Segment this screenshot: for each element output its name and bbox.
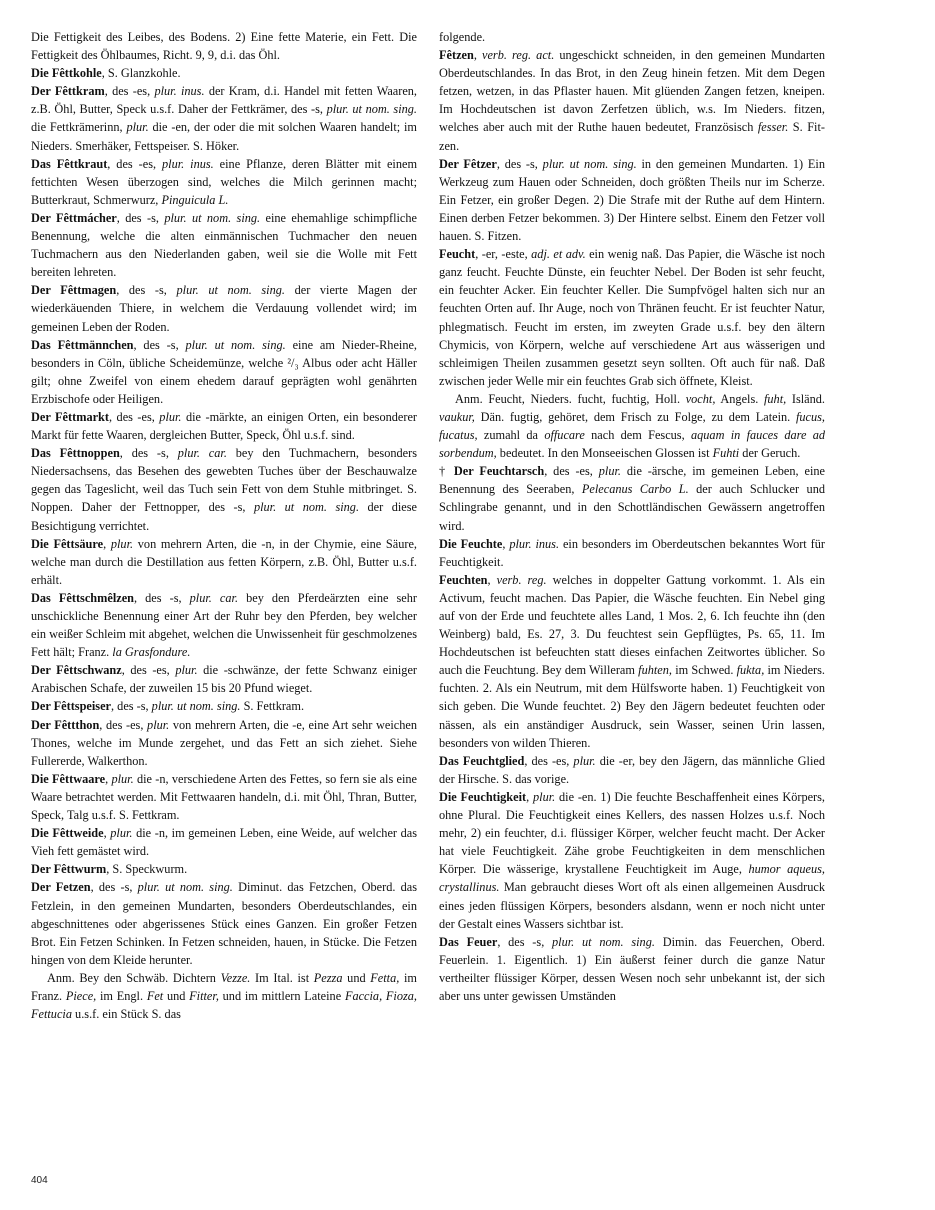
entry-text: , des -s, — [116, 283, 177, 298]
entry-headword: Die Feuchtigkeit — [439, 789, 527, 804]
entry-text: Isländ. — [786, 391, 825, 406]
dictionary-entry — [439, 788, 825, 933]
entry-text: , des -es, — [544, 464, 599, 479]
entry-headword: Die Feuchte — [439, 536, 503, 551]
dictionary-entry — [439, 390, 825, 462]
entry-text: Die Fettigkeit des Leibes, des Bodens. 2) Eine fette Materie, ein Fett. Die Fettigkeit des Öhlbaumes, Richt. 9, 9, d.i. das Öhl. — [31, 30, 417, 63]
entry-text: , — [103, 536, 111, 551]
entry-text: Anm. Feucht, Nieders. fucht, fuchtig, Holl. — [455, 391, 686, 406]
entry-text: , des -es, — [99, 717, 148, 732]
dictionary-entry — [31, 716, 417, 770]
right-column — [439, 28, 825, 1005]
entry-headword: Der Fêttspeiser — [31, 699, 112, 714]
entry-text: im Nieders. fuchten. 2. Als ein Neutrum, mit dem Hülfsworte haben. 1) Feuchtigkeit von sich geben. Die Wunde feuchtet. 2) Bey den Jägern bedeutet feuchten oder nässen, als ein anständiger Ausdruck, sein Wasser, seinen Urin lassen, besonders von wilden Thieren. — [439, 663, 825, 750]
dictionary-entry — [439, 462, 825, 534]
entry-italic-text: Fuhti — [712, 446, 740, 461]
entry-italic-text: plur. ut nom. sing. — [176, 283, 285, 298]
entry-italic-text: plur. — [110, 536, 134, 551]
entry-text: ein besonders im Oberdeutschen bekanntes Wort für Feuchtigkeit. — [439, 536, 825, 569]
entry-text: , des -es, — [109, 409, 160, 424]
entry-italic-text: Pinguicula L. — [161, 192, 229, 207]
entry-text: und im mittlern Lateine — [218, 988, 345, 1003]
entry-text: der vierte Magen der wiederkäuenden Thiere, in welchem die Verdauung vollendet wird; im gemeinen Leben der Roden. — [31, 283, 417, 334]
entry-text: der Geruch. — [739, 446, 801, 461]
entry-headword: Der Fêttthon — [31, 717, 100, 732]
entry-text: von mehrern Arten, die -n, in der Chymie, eine Säure, welche man durch die Destillation aus fetten Körpern, z.B. Öhl, Butter u.s.f. erhält. — [31, 536, 417, 587]
dictionary-entry — [31, 535, 417, 589]
dictionary-entry — [31, 28, 417, 64]
dictionary-entry — [31, 878, 417, 968]
entry-text: die Fettkrämerinn, — [31, 120, 127, 135]
entry-italic-text: plur. inus. — [162, 156, 214, 171]
dictionary-entry — [31, 155, 417, 209]
entry-text: im Schwed. — [671, 663, 737, 678]
dictionary-entry — [31, 82, 417, 154]
entry-italic-text: Fitter, — [189, 988, 219, 1003]
dictionary-entry — [31, 444, 417, 534]
entry-text: ungeschickt schneiden, in den gemeinen Mundarten Oberdeutschlandes. In das Brot, in den Zeug hinein fetzen. Mit dem Degen fetzen, wetzen, in das Pflaster hauen. Mit glüenden Zangen fetzen, kneipen. Im Hochdeutschen ist davon Zerfetzen üblich, w.s. Im Nieders. fitzen, welches aber auch mit der Ruthe hauen bedeutet, Französisch — [439, 48, 825, 135]
entry-text: , des -s, — [134, 590, 190, 605]
entry-text: die -märkte, an einigen Orten, ein besonderer Markt für fette Waaren, dergleichen Butter, Speck, Öhl u.s.f. sind. — [31, 409, 417, 443]
entry-italic-text: plur. ut nom. sing. — [151, 699, 241, 714]
dictionary-entry — [31, 408, 417, 444]
entry-text: , des -s, — [119, 446, 178, 461]
entry-text: , — [502, 536, 510, 551]
entry-text: , des -es, — [524, 753, 574, 768]
dictionary-entry — [31, 661, 417, 697]
entry-headword: Das Fêttschmêlzen — [31, 590, 134, 605]
entry-text: der diese Besichtigung verrichtet. — [31, 500, 417, 533]
entry-text: , des -es, — [121, 663, 176, 678]
page-number: 404 — [31, 1175, 48, 1186]
entry-text: die -schwänze, der fette Schwanz einiger Arabischen Schafe, der zuweilen 15 bis 20 Pfund wieget. — [31, 663, 418, 696]
entry-italic-text: plur. ut nom. sing. — [253, 500, 360, 515]
entry-text: u.s.f. ein Stück S. das — [71, 1007, 181, 1022]
entry-italic-text: Faccia, Fioza, Fettucia — [31, 988, 417, 1022]
entry-text: , — [103, 826, 111, 841]
entry-italic-text: verb. reg. act. — [482, 48, 555, 63]
dictionary-entry — [439, 933, 825, 1005]
entry-text: der Kram, d.i. Handel mit fetten Waaren, z.B. Öhl, Butter, Speck u.s.f. Daher der Fettkrämer, des -s, — [31, 84, 418, 117]
entry-italic-text: plur. inus. — [509, 536, 560, 551]
entry-italic-text: plur. — [598, 464, 621, 479]
entry-text: die -ärsche, im gemeinen Leben, eine Benennung des Seeraben, — [439, 464, 825, 497]
entry-italic-text: verb. reg. — [496, 572, 547, 587]
entry-headword: Feuchten — [439, 572, 488, 587]
entry-text: die -er, bey den Jägern, das männliche Glied der Hirsche. S. das vorige. — [439, 753, 825, 786]
entry-text: Angels. — [715, 391, 764, 406]
entry-headword: Das Feuchtglied — [439, 753, 525, 768]
entry-headword: Das Fêttnoppen — [31, 446, 120, 461]
entry-italic-text: la Grasfondure. — [112, 645, 191, 660]
entry-headword: Das Fêttmännchen — [31, 337, 134, 352]
entry-italic-text: plur. — [159, 409, 182, 424]
dictionary-entry — [31, 697, 417, 715]
entry-text: Dän. fugtig, gehöret, dem Frisch zu Folge, zu dem Latein. — [474, 409, 796, 424]
entry-italic-text: fukta, — [736, 663, 765, 678]
entry-text: der auch Schlucker und Schlingrabe genannt, und in den Schottländischen Gewässern angetroffen wird. — [439, 482, 825, 533]
entry-italic-text: plur. — [111, 771, 134, 786]
left-column — [31, 28, 417, 1023]
entry-italic-text: fuhten, — [638, 663, 672, 678]
entry-text: , — [105, 771, 112, 786]
entry-text: im Franz. — [31, 970, 417, 1003]
entry-italic-text: plur. ut nom. sing. — [326, 102, 417, 117]
entry-headword: Fêtzen — [439, 48, 474, 63]
entry-italic-text: plur. car. — [177, 446, 227, 461]
entry-headword: Die Fêttweide — [31, 826, 104, 841]
entry-text: die -en, der oder die mit solchen Waaren handelt; im Nieders. Smerhäker, Fettspeiser. S. Höker. — [31, 120, 417, 153]
dictionary-entry — [31, 209, 417, 281]
entry-text: die -en. 1) Die feuchte Beschaffenheit eines Körpers, ohne Plural. Die Feuchtigkeit eines Kellers, des nassen Holzes u.s.f. Noch mehr, 2) ein feuchter, d.i. flüssiger Körper, welcher feucht macht. Der Acker hat viele Feuchtigkeit. Zähe grobe Feuchtigkeiten in dem menschlichen Körper. Die wässerige, krystallene Feuchtigkeit im Auge, — [439, 789, 826, 877]
entry-text: Diminut. das Fetzchen, Oberd. das Fetzlein, in den gemeinen Mundarten, besonders Oberdeutschlandes, ein abgeschnittenes oder abgerissenes Stück eines Ganzen. Ein großer Fetzen Brot. Ein Fetzen Schinken. In Fetzen schneiden, hauen, in Stücke. Die Fetzen hingen von dem Kleide herunter. — [31, 880, 418, 967]
entry-text: Dimin. das Feuerchen, Oberd. Feuerlein. 1. Eigentlich. 1) Ein äußerst feiner durch die ganze Natur vertheilter flüssiger Körper, dessen Wesen noch sehr unbekannt ist, der sich aber uns unter gewissen Umständen — [439, 934, 825, 1003]
entry-italic-text: plur. — [147, 717, 170, 732]
entry-italic-text: aquam in fauces dare ad sorbendum, — [439, 428, 825, 461]
entry-text: , — [487, 572, 497, 587]
entry-italic-text: offucare — [544, 428, 585, 443]
entry-italic-text: fesser. — [757, 120, 789, 135]
dictionary-entry — [439, 535, 825, 571]
entry-text: , -er, -este, — [475, 247, 532, 262]
dictionary-entry — [31, 969, 417, 1023]
entry-text: , — [526, 789, 533, 804]
entry-italic-text: Pelecanus Carbo L. — [581, 482, 689, 497]
entry-text: und — [342, 970, 371, 985]
entry-headword: Die Fêttsäure — [31, 536, 104, 551]
entry-text: folgende. — [439, 30, 486, 44]
entry-italic-text: plur. ut nom. sing. — [542, 156, 637, 171]
entry-text: die -n, verschiedene Arten des Fettes, so fern sie als eine Waare betrachtet werden. Mit Fettwaaren handeln, d.i. mit Öhl, Thran, Butter, Speck, Talg u.s.f. S. Fettkram. — [31, 771, 417, 823]
entry-italic-text: plur. inus. — [154, 84, 205, 99]
dictionary-entry — [31, 860, 417, 878]
dictionary-entry — [439, 571, 825, 752]
entry-text: eine am Nieder-Rheine, besonders in Cöln, übliche Scheidemünze, welche ²/₃ Albus oder acht Häller gilt; ohne Zweifel von einem ehedem darauf geprägten wohl genährten Erzbischofe oder Heiligen. — [31, 337, 417, 406]
entry-text: S. Fitzen. — [439, 120, 825, 153]
entry-italic-text: fuht, — [763, 391, 787, 406]
entry-text: bey den Tuchmachern, besonders Niedersachsens, das Besehen des gewebten Tuches über der Beschauwalze gegen das Tageslicht, weil das Tuch sein Fett von dem Stuhle mitbringet. S. Noppen. Daher der Fettnopper, des -s, — [31, 446, 418, 515]
entry-headword: Die Fêttkohle — [31, 66, 102, 81]
entry-italic-text: vaukur, — [439, 409, 475, 424]
entry-text: Im Ital. ist — [250, 970, 314, 985]
entry-headword: Die Fêttwaare — [31, 771, 106, 786]
entry-text: in den gemeinen Mundarten. 1) Ein Werkzeug zum Hauen oder Schneiden, doch größten Theils nur im Scherze. Ein Fetzer, ein großer Degen. 2) Die Strafe mit der Ruthe auf dem Hintern. Einen derben Fetzer bekommen. 3) Der Hintere selbst. Einem den Fetzer voll hauen. S. Fitzen. — [439, 156, 825, 244]
entry-text: S. Fettkram. — [240, 699, 305, 714]
entry-italic-text: plur. — [126, 120, 149, 135]
dictionary-entry — [439, 752, 825, 788]
entry-italic-text: Piece, — [65, 988, 97, 1003]
entry-headword: Der Feuchtarsch — [453, 464, 545, 479]
entry-text: ein wenig naß. Das Papier, die Wäsche ist noch ganz feucht. Feuchte Dünste, ein feuchter Nebel. Der Boden ist sehr feucht, ein feuchter Acker. Ein feuchter Keller. Die Sumpfvögel halten sich nur an feuchten Orten auf. Ihr Auge, noch von Thränen feucht. Er ist feuchter Natur, phlegmatisch. Feucht im ersten, im zweyten Grade u.s.f. bey den ältern Chymicis, von Körpern, welche auf verschiedene Art aus wässerigen und schleimigen Theilen zusammen gesetzt seyn sollten. Oft auch für naß. Daß zwischen jeder Welle mir ein feuchtes Grab sich öffnete, Kleist. — [439, 247, 825, 388]
entry-headword: Das Feuer — [439, 934, 498, 949]
entry-italic-text: Vezze. — [220, 970, 251, 985]
entry-text: , des -s, — [497, 934, 553, 949]
entry-text: eine ehemahlige schimpfliche Benennung, welche die alten einmännischen Tuchmacher den neuen Tuchmachern aus den Niederlanden gaben, weil sie die Wolle mit Fett bereiten lehreten. — [31, 210, 417, 280]
entry-text: , des -es, — [104, 84, 155, 99]
entry-text: von mehrern Arten, die -e, eine Art sehr weichen Thones, welche im Munde zergehet, und das Fett an sich ziehet. Siehe Fullererde, Walkerthon. — [31, 717, 417, 768]
entry-text: und — [163, 988, 190, 1003]
dictionary-entry — [439, 155, 825, 245]
entry-text: , des -s, — [496, 156, 543, 171]
entry-text: , — [473, 48, 483, 63]
entry-italic-text: plur. — [533, 789, 556, 804]
entry-italic-text: plur. car. — [189, 590, 239, 605]
entry-italic-text: vocht, — [685, 391, 716, 406]
entry-text: , des -s, — [111, 699, 152, 714]
entry-text: welches in doppelter Gattung vorkommt. 1. Als ein Activum, feucht machen. Das Papier, die Wäsche feuchten. Ein Nebel ging auf von der Erde und feuchtete alles Land, 1 Mos. 2, 6. Ich feuchte ihn (den Weinberg) bald, Es. 27, 3. Du feuchtest sein Gepflügtes, Ps. 65, 11. Im Hochdeutschen ist befeuchten statt dieses einfachen Zeitwortes üblicher. So auch die Feuchtung. Bey dem Willeram — [439, 572, 825, 678]
entry-text: Man gebraucht dieses Wort oft als einen allgemeinen Ausdruck eines jeden flüssigen Körpers, besonders alsdann, wenn er noch nicht unter der Gestalt eines Wassers sichtbar ist. — [439, 880, 825, 931]
entry-text: Anm. Bey den Schwäb. Dichtern — [47, 970, 221, 985]
entry-headword: Der Fêttmácher — [31, 210, 117, 225]
entry-text: im Engl. — [96, 988, 147, 1003]
dictionary-entry — [31, 336, 417, 408]
dictionary-entry — [439, 28, 825, 46]
entry-headword: Das Fêttkraut — [31, 156, 108, 171]
entry-text: , S. Speckwurm. — [106, 862, 188, 877]
entry-text: , des -s, — [133, 337, 186, 352]
entry-italic-text: fucus, fucatus, — [439, 409, 825, 443]
entry-italic-text: Fet — [146, 988, 164, 1003]
entry-text: eine Pflanze, deren Blätter mit einem fettichten Wesen überzogen sind, welches die Milch gerinnen macht; Butterkraut, Schmerwurz, — [31, 156, 418, 207]
entry-headword: Der Fêttmagen — [31, 283, 117, 298]
dictionary-entry — [439, 245, 825, 390]
entry-text: bedeutet. In den Monseeischen Glossen ist — [496, 446, 713, 461]
entry-italic-text: humor aqueus, crystallinus. — [439, 862, 825, 895]
entry-headword: Der Fêttmarkt — [31, 409, 109, 424]
entry-italic-text: adj. et adv. — [531, 247, 586, 262]
dictionary-entry — [439, 46, 825, 155]
dictionary-entry — [31, 589, 417, 661]
entry-italic-text: plur. ut nom. sing. — [185, 337, 286, 352]
entry-text: , des -es, — [107, 156, 162, 171]
entry-headword: Der Fetzen — [31, 880, 91, 895]
dictionary-entry — [31, 281, 417, 335]
entry-text: , S. Glanzkohle. — [101, 66, 181, 81]
entry-text: nach dem Fescus, — [584, 428, 691, 443]
dictionary-entry — [31, 770, 417, 824]
entry-italic-text: plur. — [110, 826, 133, 841]
entry-headword: Feucht — [439, 247, 476, 262]
entry-italic-text: plur. ut nom. sing. — [164, 210, 261, 225]
entry-headword: Der Fêtzer — [439, 156, 497, 171]
entry-italic-text: Fetta, — [370, 970, 400, 985]
entry-italic-text: plur. — [573, 753, 596, 768]
entry-text: bey den Pferdeärzten eine sehr unschickliche Benennung einer Art der Ruhr bey den Pferden, bey welcher ein weißer Schleim mit abgehet, welchen die Unwissenheit für geschmolzenes Fett hält; Franz. — [31, 590, 417, 660]
entry-headword: Der Fêttwurm — [31, 862, 107, 877]
entry-italic-text: Pezza — [313, 970, 343, 985]
entry-text: , des -s, — [90, 880, 138, 895]
dictionary-entry — [31, 64, 417, 82]
entry-headword: Der Fêttschwanz — [31, 663, 122, 678]
entry-text: die -n, im gemeinen Leben, eine Weide, auf welcher das Vieh fett gemästet wird. — [31, 826, 417, 859]
entry-headword: Der Fêttkram — [31, 84, 105, 99]
dictionary-entry — [31, 824, 417, 860]
entry-italic-text: plur. ut nom. sing. — [552, 934, 655, 949]
entry-italic-text: plur. — [175, 663, 198, 678]
entry-text: , des -s, — [116, 210, 165, 225]
entry-italic-text: plur. ut nom. sing. — [137, 880, 233, 895]
entry-text: zumahl da — [477, 428, 545, 443]
entry-text: † — [439, 464, 454, 479]
